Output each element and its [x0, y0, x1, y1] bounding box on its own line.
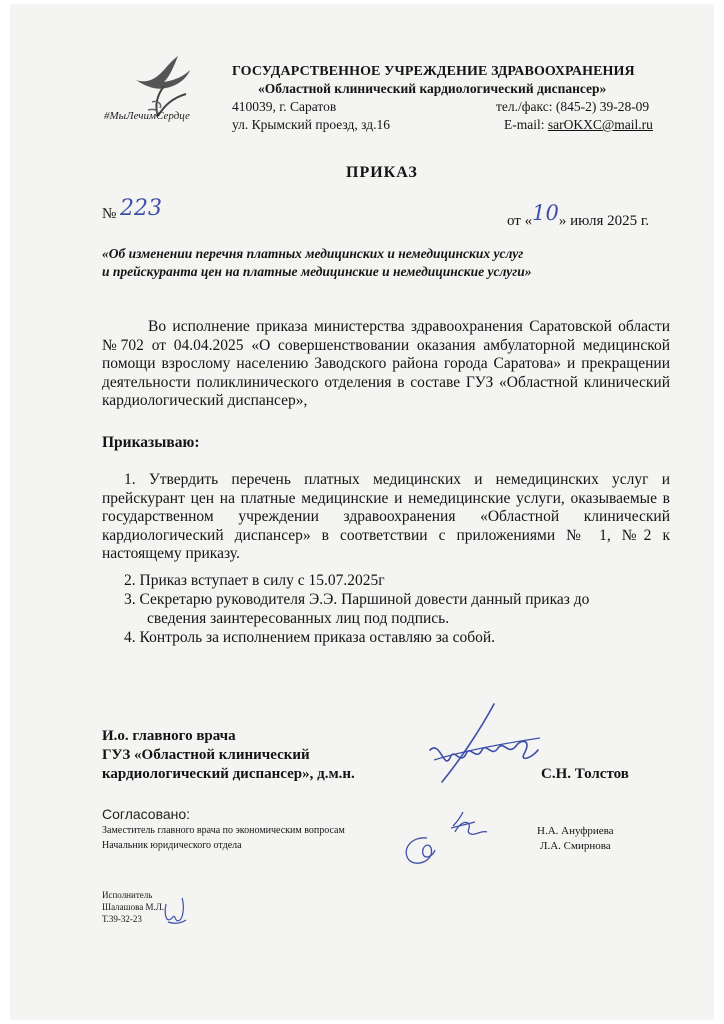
order-word: Приказываю:: [102, 434, 200, 451]
signer-name: С.Н. Толстов: [541, 766, 629, 782]
order-item-4: 4. Контроль за исполнением приказа оставляю за собой.: [124, 629, 496, 646]
subject-line2: и прейскуранта цен на платные медицинские и немедицинские услуги»: [102, 264, 532, 279]
org-name-line2: «Областной клинический кардиологический диспансер»: [258, 81, 607, 96]
email-link[interactable]: sarOKXC@mail.ru: [547, 117, 653, 132]
signer-position-line2: ГУЗ «Областной клинический: [102, 747, 310, 763]
order-date: [507, 201, 650, 230]
subject-line1: «Об изменении перечня платных медицинских и немедицинских услуг: [102, 246, 524, 261]
approval-name-2: Л.А. Смирнова: [540, 840, 611, 852]
executor-phone: Т.39-32-23: [102, 914, 142, 924]
email-label: E-mail:: [504, 117, 548, 132]
street-address: ул. Крымский проезд, зд.16: [232, 117, 390, 132]
order-number-handwritten: 223: [120, 196, 162, 221]
executor-name: Шалашова М.Л.: [102, 902, 165, 912]
director-signature: [420, 700, 550, 790]
postal-address: 410039, г. Саратов: [232, 99, 337, 114]
signer-position-line3: кардиологический диспансер», д.м.н.: [102, 766, 355, 782]
order-item-3-line2: сведения заинтересованных лиц под подпись.: [147, 610, 450, 627]
approval-role-2: Начальник юридического отдела: [102, 840, 242, 851]
phone-fax: тел./факс: (845-2) 39-28-09: [496, 99, 650, 114]
order-item-1: 1. Утвердить перечень платных медицинских и немедицинских услуг и прейскурант цен на платные медицинские и немедицинские услуги, оказываемые в государственном учреждении здравоохранения «Областной клинический кардиологический диспансер» в соответствии с приложениями № 1, №2 к настоящему приказу.: [102, 471, 670, 562]
date-suffix: » июля 2025 г.: [558, 213, 650, 229]
order-item-2: 2. Приказ вступает в силу с 15.07.2025г: [124, 572, 385, 589]
email-line: [504, 117, 653, 133]
date-prefix: от «: [507, 213, 533, 229]
executor-label: Исполнитель: [102, 890, 153, 900]
date-day-handwritten: 10: [532, 201, 559, 225]
org-name-line1: ГОСУДАРСТВЕННОЕ УЧРЕЖДЕНИЕ ЗДРАВООХРАНЕНИЯ: [232, 64, 635, 79]
document-title: ПРИКАЗ: [346, 164, 418, 181]
order-item-3-line1: 3. Секретарю руководителя Э.Э. Паршиной довести данный приказ до: [124, 591, 590, 608]
executor-signature: [160, 894, 190, 930]
approval-signatures: [395, 810, 505, 870]
approval-role-1: Заместитель главного врача по экономическим вопросам: [102, 825, 345, 836]
approval-name-1: Н.А. Ануфриева: [537, 825, 614, 837]
order-number-label: №: [102, 206, 117, 222]
preamble-paragraph: Во исполнение приказа министерства здравоохранения Саратовской области №702 от 04.04.2025 «О совершенствовании оказания амбулаторной медицинской помощи взрослому населению Заводского района города Саратова» и прекращении деятельности поликлинического отделения в составе ГУЗ «Областной клинический кардиологический диспансер»,: [102, 318, 670, 409]
logo-hashtag: #МыЛечимСердце: [104, 110, 190, 122]
signer-position-line1: И.о. главного врача: [102, 728, 236, 744]
approval-label: Согласовано:: [102, 806, 191, 822]
